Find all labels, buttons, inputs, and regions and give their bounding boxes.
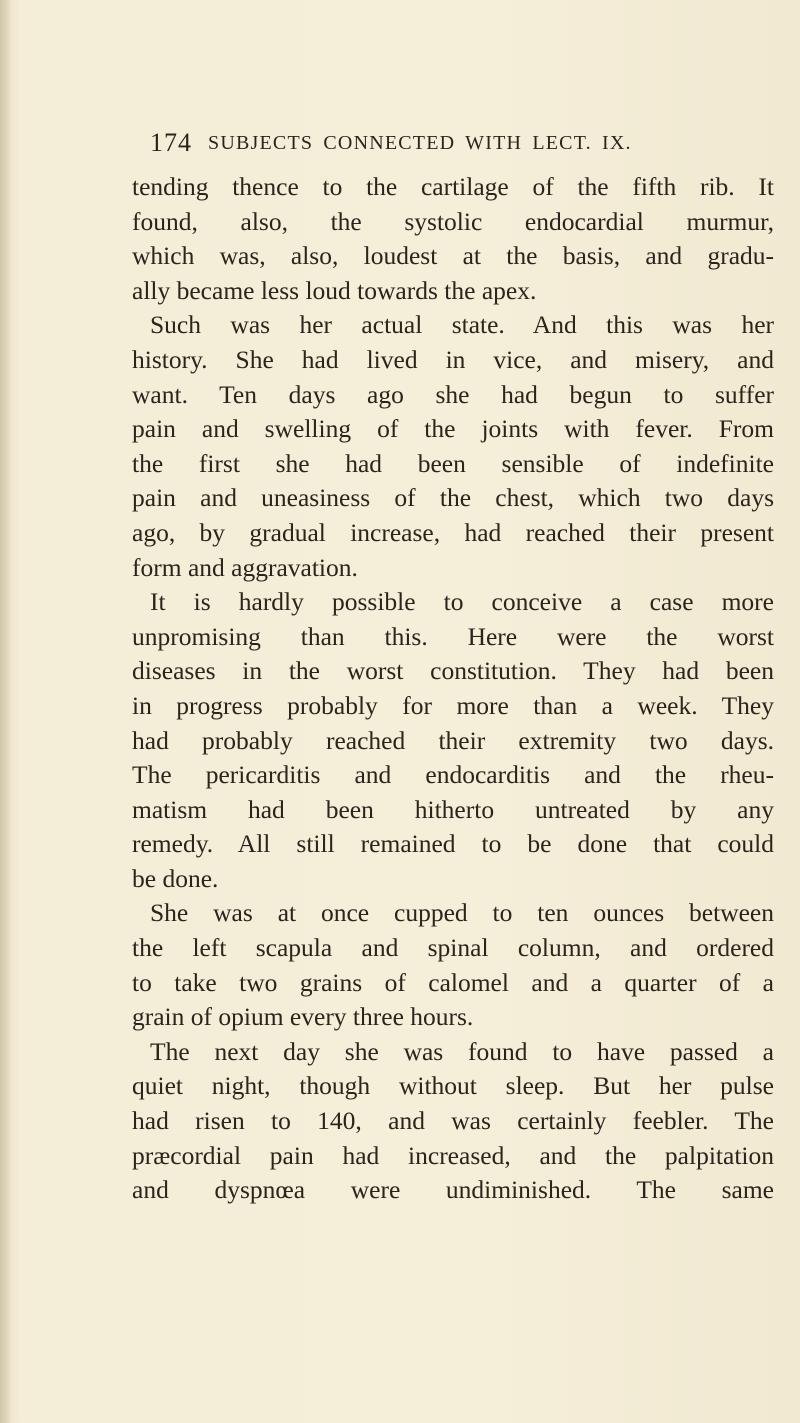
text-line: præcordial pain had increased, and the palpitation: [132, 1140, 774, 1170]
text-line: unpromising than this. Here were the worst: [132, 621, 774, 651]
text-line: had probably reached their extremity two days.: [132, 725, 774, 755]
text-line: and dyspnœa were undiminished. The same: [132, 1175, 774, 1205]
text-line: in progress probably for more than a week. They: [132, 690, 774, 720]
text-line: to take two grains of calomel and a quarter of a: [132, 967, 774, 997]
text-line: diseases in the worst constitution. They had been: [132, 656, 774, 686]
text-line: quiet night, though without sleep. But her pulse: [132, 1071, 774, 1101]
page-binding-edge: [0, 0, 10, 1423]
text-line: matism had been hitherto untreated by any: [132, 794, 774, 824]
text-line: tending thence to the cartilage of the fifth rib. It: [132, 172, 774, 201]
text-line: grain of opium every three hours.: [132, 1002, 474, 1032]
page-header: [150, 128, 770, 168]
text-line: The next day she was found to have passed a: [150, 1036, 774, 1066]
text-line: found, also, the systolic endocardial murmur,: [132, 206, 774, 236]
text-line: It is hardly possible to conceive a case more: [150, 587, 774, 617]
text-line: want. Ten days ago she had begun to suffer: [132, 379, 774, 409]
text-line: She was at once cupped to ten ounces between: [150, 898, 774, 928]
text-line: the left scapula and spinal column, and ordered: [132, 933, 774, 963]
text-line: pain and uneasiness of the chest, which two days: [132, 483, 774, 513]
text-line: ago, by gradual increase, had reached their present: [132, 517, 774, 547]
text-line: The pericarditis and endocarditis and the rheu-: [132, 760, 774, 790]
text-line: form and aggravation.: [132, 552, 358, 582]
text-line: the first she had been sensible of indefinite: [132, 448, 774, 478]
text-line: had risen to 140, and was certainly feebler. The: [132, 1106, 774, 1136]
page-number: 174: [150, 128, 192, 157]
text-line: ally became less loud towards the apex.: [132, 275, 537, 305]
text-line: remedy. All still remained to be done that could: [132, 829, 774, 859]
text-line: pain and swelling of the joints with fever. From: [132, 414, 774, 444]
text-line: Such was her actual state. And this was her: [150, 310, 774, 340]
body-text: [132, 170, 774, 1208]
text-line: which was, also, loudest at the basis, and gradu-: [132, 241, 774, 271]
running-head: SUBJECTS CONNECTED WITH LECT. IX.: [208, 132, 632, 154]
text-line: be done.: [132, 863, 219, 893]
text-line: history. She had lived in vice, and misery, and: [132, 344, 774, 374]
